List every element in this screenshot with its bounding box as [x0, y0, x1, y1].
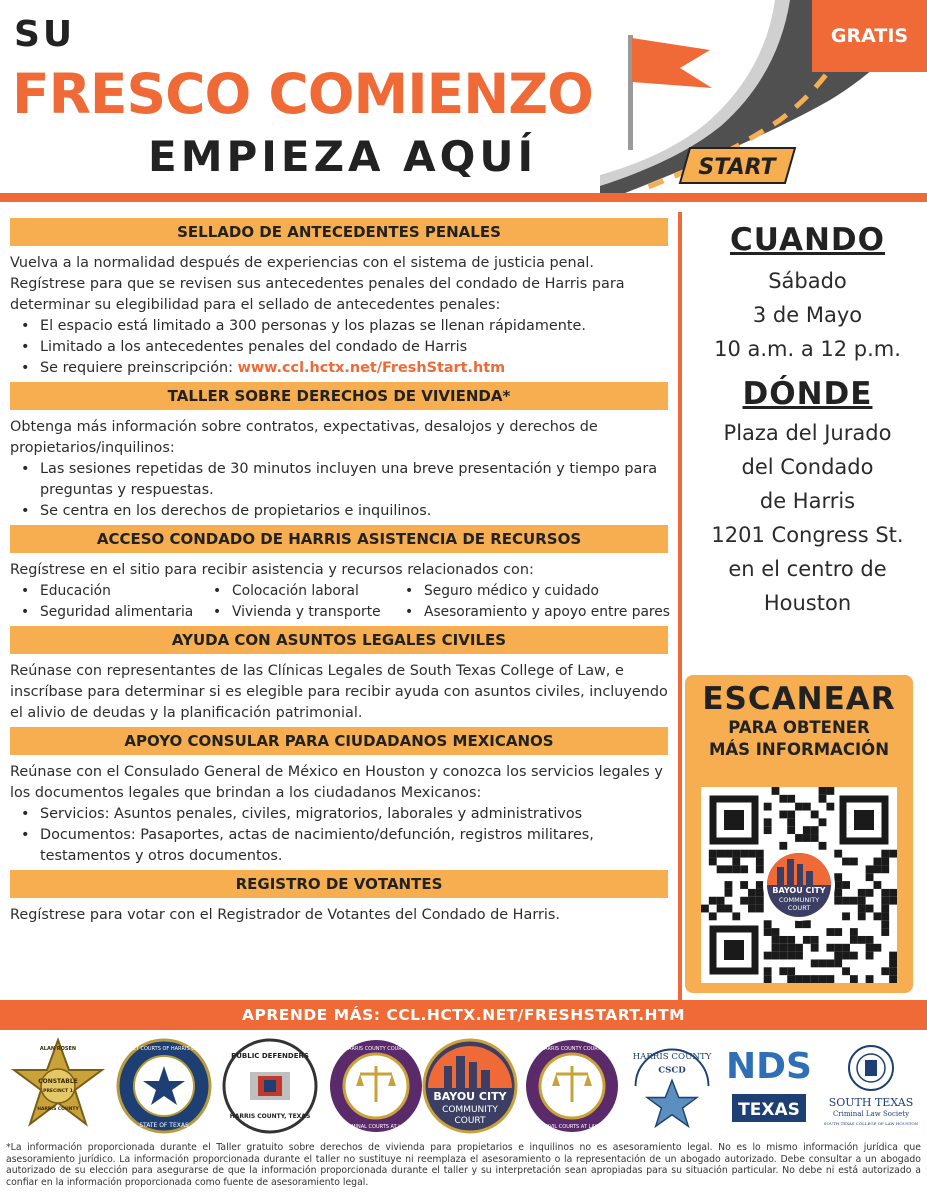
pd-text: HARRIS COUNTY, TEXAS [229, 1113, 311, 1120]
vivienda-bullet: • Se centra en los derechos de propietarios e inquilinos. [10, 501, 668, 522]
qr-module [756, 881, 764, 889]
qr-module [881, 858, 889, 866]
qr-module [779, 967, 787, 975]
when-day: Sábado [768, 269, 847, 293]
qr-module [850, 952, 858, 960]
pd-text: PUBLIC DEFENDERS [231, 1052, 309, 1060]
qr-module [866, 889, 874, 897]
qr-module [795, 944, 803, 952]
qr-module [709, 858, 717, 866]
qr-module [834, 959, 842, 967]
qr-module [819, 842, 827, 850]
civiles-paragraph: Reúnase con representantes de las Clínicas Legales de South Texas College of Law, e inscríbase para determinar si es elegible para recibir ayuda con asuntos civiles, incluyendo el alivio de deudas y la planificación patrimonial. [10, 663, 668, 721]
consular-bullets [10, 804, 668, 867]
qr-module [811, 811, 819, 819]
qr-module [811, 959, 819, 967]
qr-module [866, 865, 874, 873]
qr-module [858, 905, 866, 913]
qr-module [779, 811, 787, 819]
nds-texas-logo [724, 1036, 814, 1136]
qr-module [811, 944, 819, 952]
qr-module [811, 975, 819, 983]
constable-badge-logo [8, 1036, 108, 1136]
qr-module [889, 975, 897, 983]
qr-module [811, 834, 819, 842]
qr-module [701, 905, 709, 913]
recursos-item: • Vivienda y transporte [202, 602, 394, 623]
south-texas-law-logo [820, 1036, 922, 1136]
sponsor-logos [0, 1036, 927, 1136]
registration-link[interactable]: www.ccl.hctx.net/FreshStart.htm [237, 360, 506, 376]
civil-courts-text: CIVIL COURTS AT LAW [544, 1124, 600, 1130]
column-divider [678, 212, 682, 1000]
qr-module [811, 936, 819, 944]
qr-module [842, 912, 850, 920]
qr-module [772, 936, 780, 944]
criminal-courts-logo [326, 1036, 426, 1136]
stcl-text: SOUTH TEXAS COLLEGE OF LAW HOUSTON [823, 1121, 919, 1126]
qr-module [740, 897, 748, 905]
qr-module [842, 881, 850, 889]
qr-module [842, 952, 850, 960]
qr-module [772, 928, 780, 936]
criminal-courts-text: CRIMINAL COURTS AT LAW [342, 1124, 410, 1130]
qr-module [881, 905, 889, 913]
qr-module [889, 959, 897, 967]
qr-module [748, 889, 756, 897]
qr-module [819, 818, 827, 826]
recursos-item: • Educación [10, 581, 202, 602]
qr-module [764, 818, 772, 826]
qr-module [717, 897, 725, 905]
qr-module [866, 873, 874, 881]
qr-module [787, 936, 795, 944]
recursos-item: • Colocación laboral [202, 581, 394, 602]
qr-module [756, 889, 764, 897]
title-line-1: SU [14, 14, 76, 55]
qr-module [850, 928, 858, 936]
qr-module [803, 936, 811, 944]
qr-module [779, 842, 787, 850]
qr-module [866, 944, 874, 952]
where-heading: DÓNDE [742, 376, 873, 412]
qr-module [787, 826, 795, 834]
qr-module [740, 881, 748, 889]
where-line: del Condado [741, 455, 874, 479]
qr-module [889, 952, 897, 960]
section-heading-sellado: SELLADO DE ANTECEDENTES PENALES [10, 218, 668, 246]
qr-module [725, 889, 733, 897]
free-badge: GRATIS [812, 0, 927, 72]
bayou-text: COMMUNITY [442, 1105, 498, 1115]
qr-module [787, 944, 795, 952]
qr-module [866, 952, 874, 960]
title-line-2: FRESCO COMIENZO [12, 62, 593, 126]
title-line-3: EMPIEZA AQUÍ [148, 132, 538, 181]
qr-module [787, 967, 795, 975]
qr-module [850, 858, 858, 866]
where-line: en el centro de [728, 557, 887, 581]
qr-module [873, 881, 881, 889]
qr-code[interactable] [701, 787, 897, 983]
section-heading-civiles: AYUDA CON ASUNTOS LEGALES CIVILES [10, 626, 668, 654]
qr-module [881, 920, 889, 928]
section-heading-votantes: REGISTRO DE VOTANTES [10, 870, 668, 898]
section-heading-consular: APOYO CONSULAR PARA CIUDADANOS MEXICANOS [10, 727, 668, 755]
qr-module [779, 952, 787, 960]
qr-module [779, 944, 787, 952]
recursos-item: • Seguridad alimentaria [10, 602, 202, 623]
qr-module [889, 967, 897, 975]
sellado-bullet: • El espacio está limitado a 300 personas y los plazas se llenan rápidamente. [10, 316, 668, 337]
where-line: Plaza del Jurado [723, 421, 892, 445]
qr-module [764, 952, 772, 960]
qr-module [748, 905, 756, 913]
qr-module [795, 803, 803, 811]
civil-courts-logo [522, 1036, 622, 1136]
program-sections [10, 218, 668, 926]
qr-module [709, 897, 717, 905]
qr-module [803, 803, 811, 811]
qr-module [795, 920, 803, 928]
qr-module [725, 865, 733, 873]
sellado-bullet-text: Se requiere preinscripción: [40, 360, 238, 376]
start-sign-text: START [698, 155, 776, 180]
qr-module [772, 952, 780, 960]
scan-subtitle: MÁS INFORMACIÓN [708, 740, 890, 759]
learn-more-bar[interactable]: APRENDE MÁS: CCL.HCTX.NET/FRESHSTART.HTM [0, 1000, 927, 1030]
district-courts-seal-logo [114, 1036, 214, 1136]
harris-county-cscd-logo [624, 1036, 720, 1136]
consular-bullet: • Documentos: Pasaportes, actas de nacimiento/defunción, registros militares, testamentos y otros documentos. [10, 825, 668, 867]
qr-module [740, 850, 748, 858]
cscd-text: CSCD [658, 1065, 686, 1076]
qr-module [795, 834, 803, 842]
constable-text: PRECINCT 1 [43, 1089, 73, 1094]
sellado-paragraph: Vuelva a la normalidad después de experiencias con el sistema de justicia penal. Regístrese para que se revisen sus antecedentes penales del condado de Harris para determinar su elegibilidad para el sellado de antecedentes penales: [10, 255, 625, 313]
scan-subtitle: PARA OBTENER [728, 718, 870, 737]
qr-module [764, 928, 772, 936]
qr-module [732, 850, 740, 858]
qr-module [842, 897, 850, 905]
bayou-text: COURT [454, 1116, 486, 1126]
qr-module [764, 803, 772, 811]
qr-module [787, 818, 795, 826]
recursos-item: • Asesoramiento y apoyo entre pares [394, 602, 654, 623]
qr-module [756, 865, 764, 873]
qr-module [881, 967, 889, 975]
when-time: 10 a.m. a 12 p.m. [714, 337, 901, 361]
qr-module [826, 944, 834, 952]
qr-module [725, 905, 733, 913]
qr-module [881, 912, 889, 920]
recursos-list [10, 581, 668, 623]
qr-module [826, 787, 834, 795]
qr-module [803, 826, 811, 834]
sellado-bullet: • Limitado a los antecedentes penales del condado de Harris [10, 337, 668, 358]
qr-module [873, 865, 881, 873]
qr-module [881, 928, 889, 936]
section-heading-recursos: ACCESO CONDADO DE HARRIS ASISTENCIA DE RECURSOS [10, 525, 668, 553]
qr-module [756, 905, 764, 913]
public-defenders-logo [220, 1036, 320, 1136]
qr-module [787, 952, 795, 960]
qr-module [764, 826, 772, 834]
where-line: 1201 Congress St. [711, 523, 904, 547]
qr-module [881, 897, 889, 905]
qr-module [889, 897, 897, 905]
legal-disclaimer: *La información proporcionada durante el Taller gratuito sobre derechos de vivienda para propietarios e inquilinos no es asesoramiento legal. No es lo mismo información jurídica que asesoramiento jurídico. La información proporcionada durante el taller no sustituye ni reemplaza el asesoramiento o la representación de un abogado autorizado. Debe consultar a un abogado autorizado de su elección para asegurarse de que la información proporcionada durante el taller y su interpretación sean apropiadas para su situación particular. No debe ni está autorizado a confiar en la información proporcionada como fuente de asesoramiento legal. [6, 1142, 921, 1188]
qr-module [834, 881, 842, 889]
consular-paragraph: Reúnase con el Consulado General de México en Houston y conozca los servicios legales y los documentos legales que brindan a los ciudadanos Mexicanos: [10, 764, 663, 801]
qr-module [834, 944, 842, 952]
qr-module [779, 936, 787, 944]
qr-module [889, 889, 897, 897]
vivienda-paragraph: Obtenga más información sobre contratos, expectativas, desalojos y derechos de propietarios/inquilinos: [10, 419, 598, 456]
qr-module [858, 936, 866, 944]
qr-module [803, 834, 811, 842]
header-divider [0, 193, 927, 202]
qr-module [795, 952, 803, 960]
constable-text: CONSTABLE [38, 1078, 78, 1085]
qr-module [819, 787, 827, 795]
qr-module [748, 850, 756, 858]
when-date: 3 de Mayo [752, 303, 863, 327]
qr-module [866, 936, 874, 944]
qr-module [873, 912, 881, 920]
qr-module [725, 881, 733, 889]
qr-module [850, 975, 858, 983]
qr-module [819, 959, 827, 967]
qr-module [834, 873, 842, 881]
qr-module [834, 928, 842, 936]
constable-text: ALAN ROSEN [39, 1046, 77, 1052]
sellado-bullets [10, 316, 668, 379]
qr-module [866, 905, 874, 913]
qr-module [732, 912, 740, 920]
qr-module [772, 944, 780, 952]
cscd-text: HARRIS COUNTY [632, 1052, 712, 1063]
qr-module [858, 897, 866, 905]
recursos-paragraph: Regístrese en el sitio para recibir asistencia y recursos relacionados con: [10, 562, 534, 578]
stcl-text: Criminal Law Society [832, 1110, 910, 1118]
qr-module [717, 905, 725, 913]
qr-module [834, 889, 842, 897]
qr-module [889, 850, 897, 858]
qr-module [850, 936, 858, 944]
qr-logo-text: COURT [787, 904, 811, 912]
votantes-paragraph: Regístrese para votar con el Registrador de Votantes del Condado de Harris. [10, 907, 560, 923]
qr-module [772, 787, 780, 795]
where-line: de Harris [759, 489, 856, 513]
qr-module [756, 858, 764, 866]
scan-title: ESCANEAR [702, 681, 896, 717]
where-line: Houston [763, 591, 852, 615]
constable-text: HARRIS COUNTY [37, 1107, 79, 1112]
when-heading: CUANDO [730, 222, 885, 258]
qr-module [740, 865, 748, 873]
qr-module [795, 975, 803, 983]
qr-module [709, 912, 717, 920]
event-details [688, 222, 927, 620]
flyer-header [0, 0, 927, 195]
qr-module [756, 897, 764, 905]
qr-module [803, 920, 811, 928]
qr-module [748, 897, 756, 905]
qr-module [842, 858, 850, 866]
stcl-text: SOUTH TEXAS [828, 1096, 914, 1109]
qr-module [850, 897, 858, 905]
vivienda-bullets [10, 459, 668, 522]
bayou-city-community-court-logo [420, 1036, 520, 1136]
nds-text: TEXAS [738, 1100, 800, 1120]
qr-module [732, 858, 740, 866]
criminal-courts-text: HARRIS COUNTY COURTS [344, 1046, 408, 1052]
qr-module [858, 912, 866, 920]
nds-text: NDS [726, 1046, 812, 1087]
qr-module [826, 975, 834, 983]
scan-box [685, 675, 913, 993]
qr-module [787, 811, 795, 819]
district-text: DISTRICT COURTS OF HARRIS COUNTY [115, 1046, 213, 1052]
qr-module [803, 975, 811, 983]
qr-module [826, 928, 834, 936]
qr-module [717, 865, 725, 873]
section-heading-vivienda: TALLER SOBRE DERECHOS DE VIVIENDA* [10, 382, 668, 410]
qr-module [787, 975, 795, 983]
qr-module [756, 850, 764, 858]
qr-module [842, 944, 850, 952]
qr-module [834, 897, 842, 905]
qr-module [873, 944, 881, 952]
qr-module [779, 795, 787, 803]
qr-module [858, 889, 866, 897]
qr-logo-text: BAYOU CITY [772, 886, 826, 895]
civil-courts-text: HARRIS COUNTY COURTS [540, 1046, 604, 1052]
qr-module [819, 975, 827, 983]
consular-bullet: • Servicios: Asuntos penales, civiles, migratorios, laborales y administrativos [10, 804, 668, 825]
qr-module [826, 803, 834, 811]
qr-module [834, 952, 842, 960]
bayou-text: BAYOU CITY [433, 1090, 507, 1103]
qr-module [787, 795, 795, 803]
vivienda-bullet: • Las sesiones repetidas de 30 minutos incluyen una breve presentación y tiempo para preguntas y respuestas. [10, 459, 668, 501]
qr-module [834, 850, 842, 858]
sellado-bullet [10, 358, 668, 379]
qr-module [881, 889, 889, 897]
qr-module [842, 967, 850, 975]
qr-module [725, 850, 733, 858]
qr-module [764, 967, 772, 975]
recursos-item: • Seguro médico y cuidado [394, 581, 654, 602]
qr-module [764, 920, 772, 928]
qr-module [819, 795, 827, 803]
qr-module [709, 850, 717, 858]
qr-module [826, 959, 834, 967]
qr-logo-text: COMMUNITY [778, 896, 820, 904]
qr-module [873, 858, 881, 866]
qr-module [732, 865, 740, 873]
qr-module [866, 975, 874, 983]
district-text: STATE OF TEXAS [139, 1122, 189, 1129]
qr-module [717, 850, 725, 858]
qr-module [881, 865, 889, 873]
qr-module [764, 975, 772, 983]
qr-module [881, 850, 889, 858]
qr-module [811, 826, 819, 834]
